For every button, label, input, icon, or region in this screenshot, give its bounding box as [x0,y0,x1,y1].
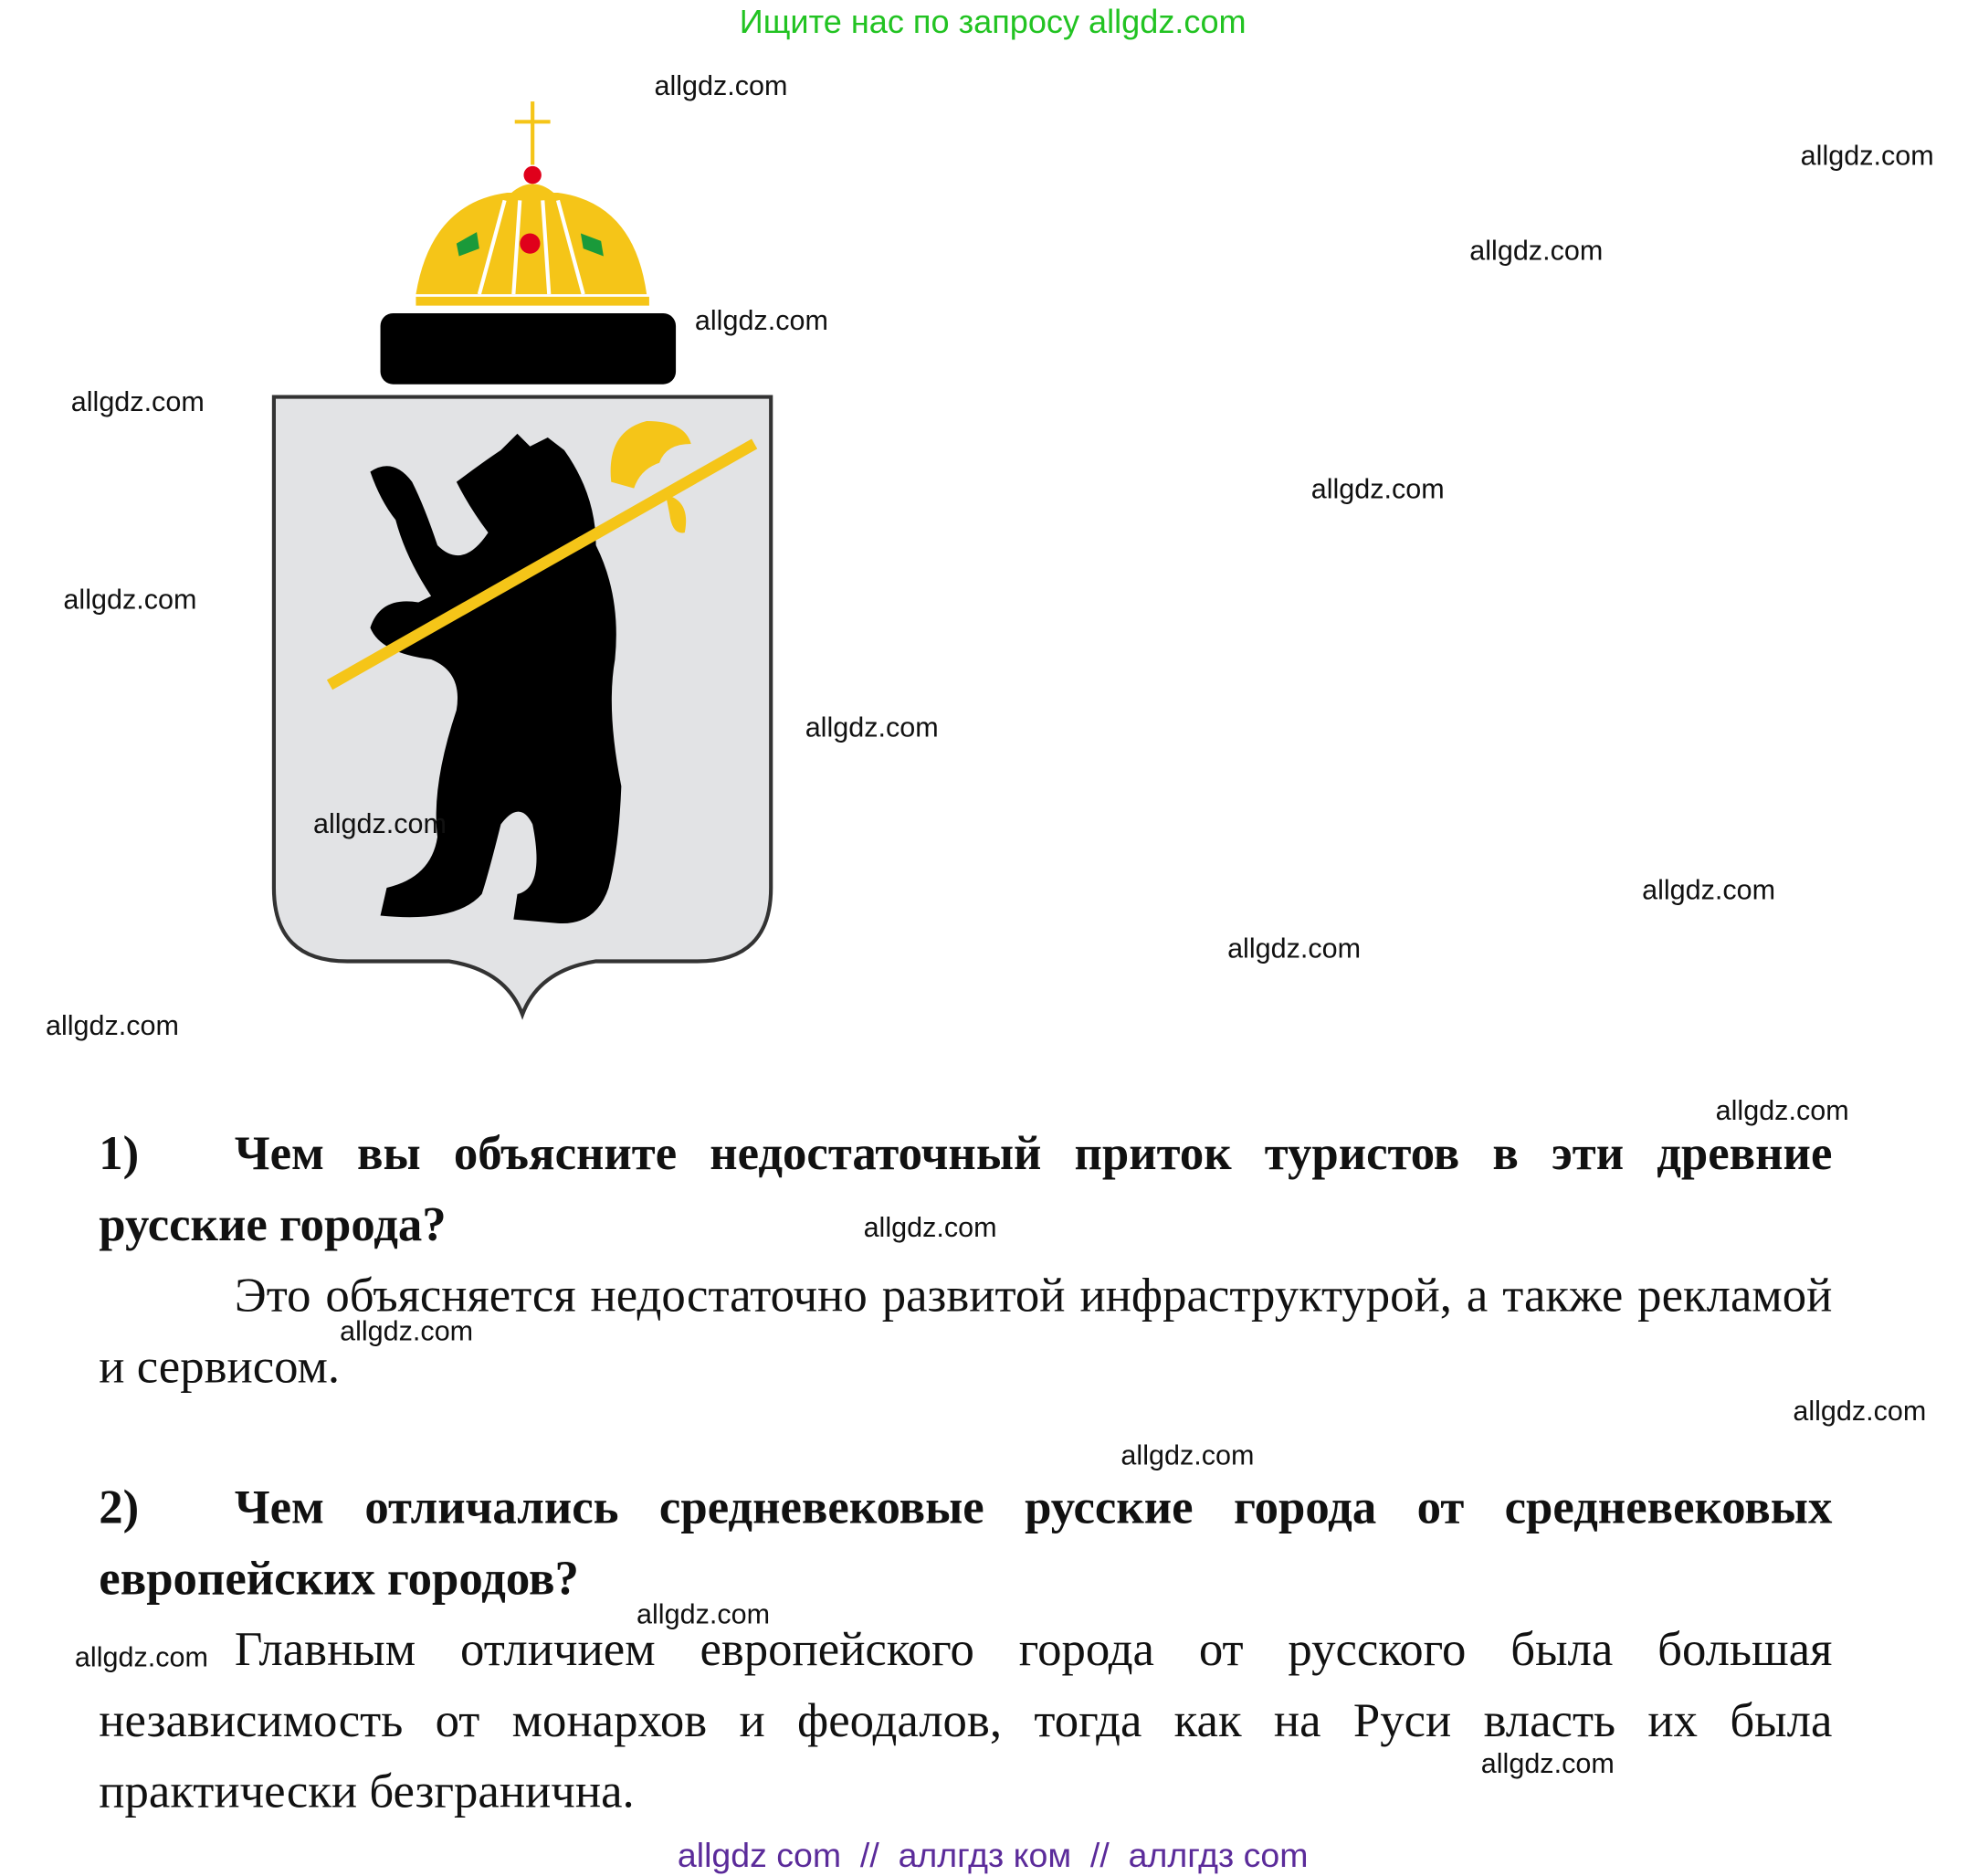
crown-icon [381,101,677,385]
watermark: allgdz.com [654,69,788,102]
watermark: allgdz.com [1642,873,1776,906]
watermark: allgdz.com [805,711,939,743]
watermark: allgdz.com [1793,1395,1927,1428]
watermark: allgdz.com [637,1597,771,1630]
site-header-banner[interactable]: Ищите нас по запросу allgdz.com [739,2,1247,41]
question-2-number: 2) [99,1481,140,1535]
question-2 [99,1472,1832,1615]
answer-1-text: Это объясняется недостаточно развитой инфраструктурой, а также рекламой и сервисом. [99,1269,1833,1394]
watermark: allgdz.com [63,583,197,616]
question-1-number: 1) [99,1127,140,1181]
question-2-text: Чем отличались средневековые русские города от средневековых европейских городов? [99,1481,1833,1606]
watermark: allgdz.com [70,385,205,417]
watermark: allgdz.com [74,1640,208,1673]
watermark: allgdz.com [1800,139,1934,172]
watermark: allgdz.com [694,304,828,336]
watermark: allgdz.com [1227,932,1362,964]
watermark: allgdz.com [312,807,447,840]
watermark: allgdz.com [45,1009,179,1041]
answer-2-text: Главным отличием европейского города от русского была большая независимость от монархов и феодалов, тогда как на Руси власть их была практически безгранична. [99,1623,1833,1819]
watermark: allgdz.com [1310,472,1445,505]
watermark: allgdz.com [863,1211,997,1243]
watermark: allgdz.com [1121,1439,1255,1471]
watermark: allgdz.com [1469,234,1604,267]
coat-of-arms-yaroslavl-image [254,89,786,1027]
footer-links[interactable]: allgdz com // аллгдз ком // аллгдз com [677,1836,1309,1875]
watermark: allgdz.com [1715,1094,1849,1126]
watermark: allgdz.com [1480,1747,1615,1780]
watermark: allgdz.com [340,1314,474,1347]
question-1-text: Чем вы объясните недостаточный приток туристов в эти древние русские города? [99,1127,1833,1252]
answer-2 [99,1615,1832,1828]
